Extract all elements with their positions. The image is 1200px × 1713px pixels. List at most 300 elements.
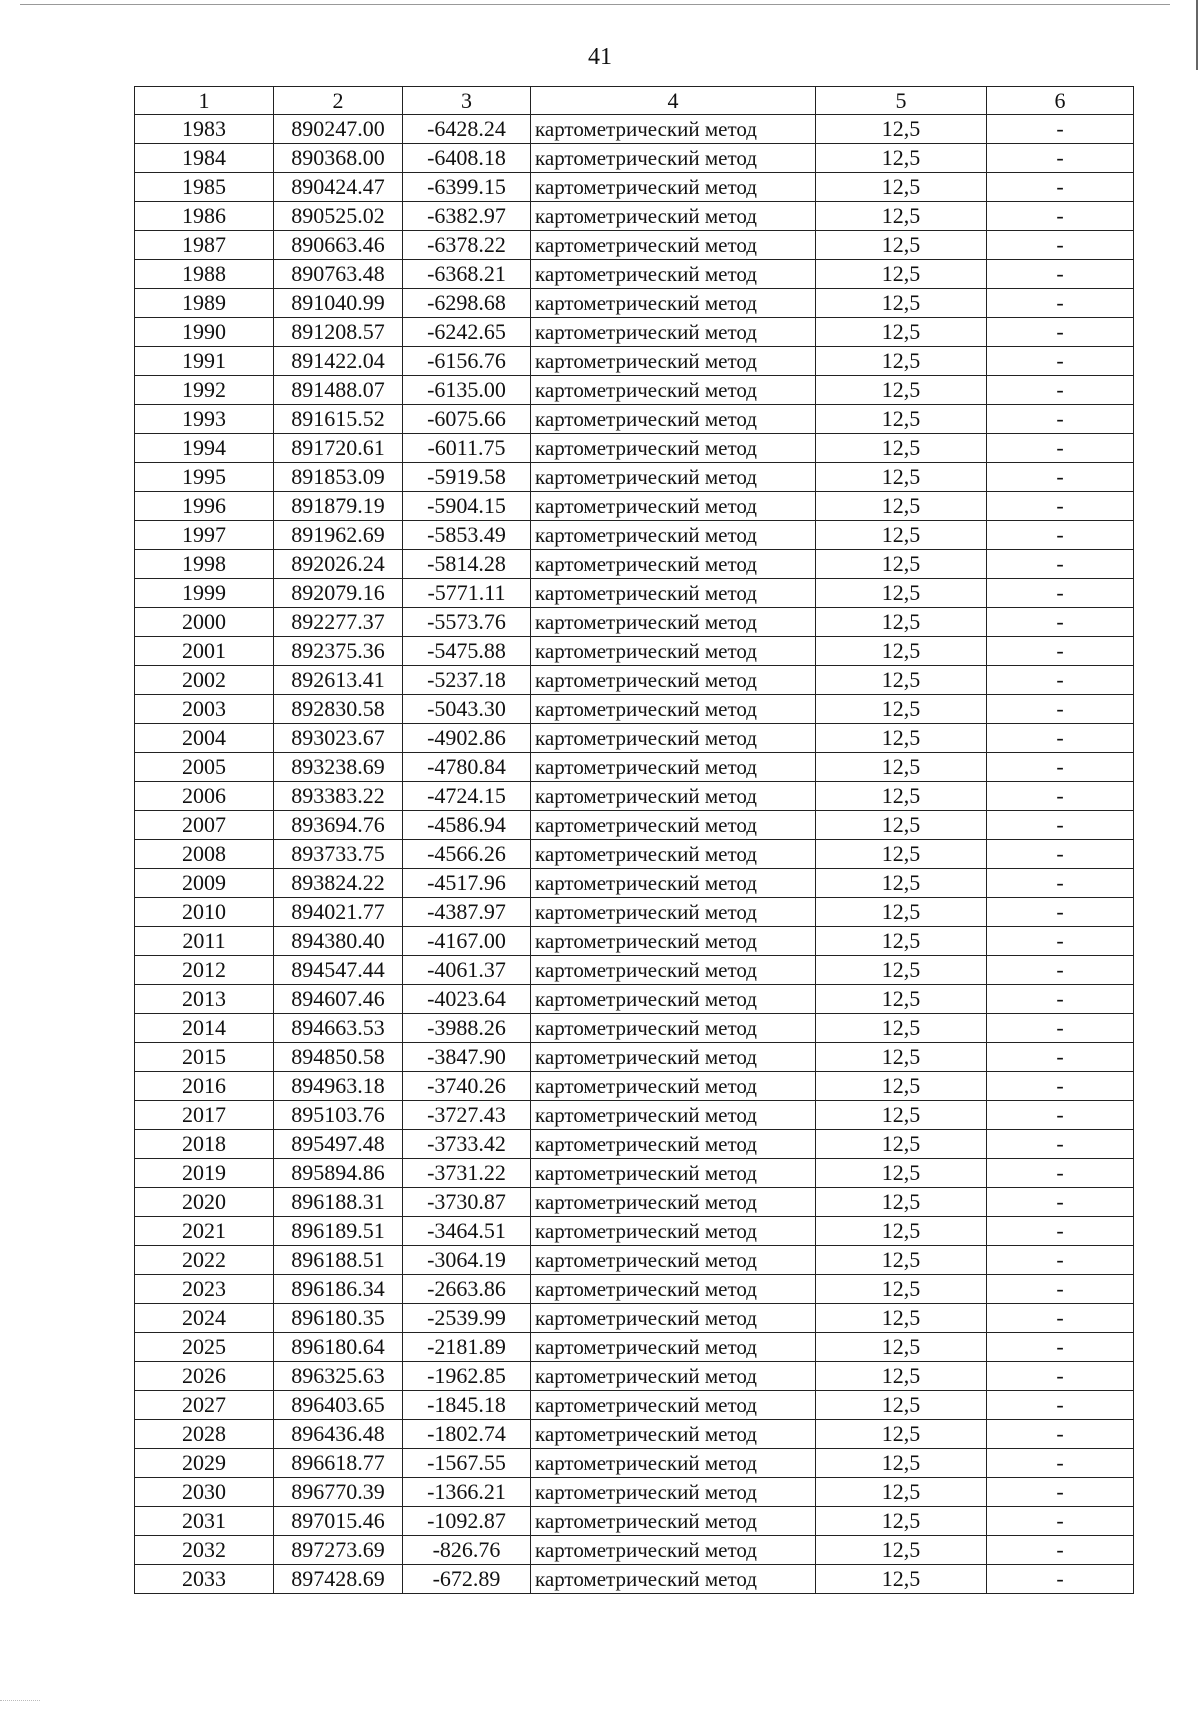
table-row <box>135 1391 1134 1420</box>
table-cell-col-3: -3730.87 <box>403 1188 531 1217</box>
table-cell-col-1: 1997 <box>135 521 274 550</box>
table-cell-col-1: 2022 <box>135 1246 274 1275</box>
table-cell-col-4: картометрический метод <box>531 956 816 985</box>
header-col-3: 3 <box>403 87 531 115</box>
table-cell-col-6: - <box>987 463 1134 492</box>
table-cell-col-4: картометрический метод <box>531 347 816 376</box>
table-cell-col-4: картометрический метод <box>531 1420 816 1449</box>
table-cell-col-2: 896618.77 <box>274 1449 403 1478</box>
table-cell-col-4: картометрический метод <box>531 1362 816 1391</box>
table-cell-col-2: 894547.44 <box>274 956 403 985</box>
table-cell-col-3: -1092.87 <box>403 1507 531 1536</box>
table-row <box>135 376 1134 405</box>
table-cell-col-4: картометрический метод <box>531 318 816 347</box>
table-cell-col-6: - <box>987 144 1134 173</box>
table-cell-col-6: - <box>987 1188 1134 1217</box>
table-row <box>135 985 1134 1014</box>
table-cell-col-5: 12,5 <box>816 231 987 260</box>
table-cell-col-4: картометрический метод <box>531 1275 816 1304</box>
table-cell-col-5: 12,5 <box>816 985 987 1014</box>
table-cell-col-5: 12,5 <box>816 434 987 463</box>
table-cell-col-4: картометрический метод <box>531 1246 816 1275</box>
table-cell-col-3: -4902.86 <box>403 724 531 753</box>
table-cell-col-4: картометрический метод <box>531 1478 816 1507</box>
table-cell-col-2: 896403.65 <box>274 1391 403 1420</box>
table-cell-col-3: -6242.65 <box>403 318 531 347</box>
table-cell-col-3: -4780.84 <box>403 753 531 782</box>
table-cell-col-6: - <box>987 1275 1134 1304</box>
table-row <box>135 260 1134 289</box>
table-cell-col-3: -1567.55 <box>403 1449 531 1478</box>
table-cell-col-4: картометрический метод <box>531 927 816 956</box>
table-cell-col-2: 892277.37 <box>274 608 403 637</box>
table-cell-col-2: 891962.69 <box>274 521 403 550</box>
table-cell-col-3: -3731.22 <box>403 1159 531 1188</box>
table-cell-col-5: 12,5 <box>816 782 987 811</box>
table-cell-col-3: -4724.15 <box>403 782 531 811</box>
table-cell-col-4: картометрический метод <box>531 521 816 550</box>
table-cell-col-5: 12,5 <box>816 463 987 492</box>
table-cell-col-2: 890663.46 <box>274 231 403 260</box>
table-row <box>135 1014 1134 1043</box>
table-row <box>135 927 1134 956</box>
table-cell-col-3: -6011.75 <box>403 434 531 463</box>
table-cell-col-4: картометрический метод <box>531 1304 816 1333</box>
table-cell-col-3: -5573.76 <box>403 608 531 637</box>
table-cell-col-5: 12,5 <box>816 1507 987 1536</box>
table-row <box>135 1333 1134 1362</box>
table-cell-col-2: 893694.76 <box>274 811 403 840</box>
table-cell-col-6: - <box>987 115 1134 144</box>
table-cell-col-1: 2008 <box>135 840 274 869</box>
table-cell-col-3: -4586.94 <box>403 811 531 840</box>
table-cell-col-5: 12,5 <box>816 753 987 782</box>
table-row <box>135 956 1134 985</box>
table-cell-col-3: -5853.49 <box>403 521 531 550</box>
table-cell-col-6: - <box>987 1101 1134 1130</box>
table-cell-col-4: картометрический метод <box>531 724 816 753</box>
table-cell-col-3: -3064.19 <box>403 1246 531 1275</box>
table-cell-col-3: -672.89 <box>403 1565 531 1594</box>
table-row <box>135 1478 1134 1507</box>
table-cell-col-5: 12,5 <box>816 695 987 724</box>
table-cell-col-5: 12,5 <box>816 1275 987 1304</box>
table-cell-col-5: 12,5 <box>816 318 987 347</box>
table-row <box>135 173 1134 202</box>
table-cell-col-6: - <box>987 347 1134 376</box>
table-cell-col-1: 2018 <box>135 1130 274 1159</box>
table-cell-col-1: 2030 <box>135 1478 274 1507</box>
table-cell-col-2: 894380.40 <box>274 927 403 956</box>
table-cell-col-4: картометрический метод <box>531 1188 816 1217</box>
table-cell-col-1: 1988 <box>135 260 274 289</box>
table-cell-col-6: - <box>987 1072 1134 1101</box>
table-cell-col-6: - <box>987 695 1134 724</box>
table-cell-col-2: 894963.18 <box>274 1072 403 1101</box>
table-row <box>135 1420 1134 1449</box>
table-row <box>135 405 1134 434</box>
table-cell-col-2: 891422.04 <box>274 347 403 376</box>
table-row <box>135 695 1134 724</box>
header-col-2: 2 <box>274 87 403 115</box>
table-cell-col-6: - <box>987 521 1134 550</box>
table-cell-col-2: 897273.69 <box>274 1536 403 1565</box>
table-cell-col-6: - <box>987 1217 1134 1246</box>
table-cell-col-4: картометрический метод <box>531 985 816 1014</box>
table-cell-col-6: - <box>987 985 1134 1014</box>
table-cell-col-2: 891488.07 <box>274 376 403 405</box>
table-cell-col-1: 2019 <box>135 1159 274 1188</box>
table-cell-col-2: 896189.51 <box>274 1217 403 1246</box>
table-cell-col-2: 891040.99 <box>274 289 403 318</box>
footer-scan-mark <box>0 1700 40 1701</box>
table-cell-col-2: 897015.46 <box>274 1507 403 1536</box>
table-cell-col-1: 2026 <box>135 1362 274 1391</box>
table-cell-col-4: картометрический метод <box>531 608 816 637</box>
table-row <box>135 1043 1134 1072</box>
table-cell-col-3: -2181.89 <box>403 1333 531 1362</box>
table-cell-col-1: 2005 <box>135 753 274 782</box>
table-cell-col-5: 12,5 <box>816 1565 987 1594</box>
table-cell-col-2: 895497.48 <box>274 1130 403 1159</box>
table-cell-col-1: 1983 <box>135 115 274 144</box>
table-cell-col-1: 2015 <box>135 1043 274 1072</box>
table-row <box>135 1449 1134 1478</box>
table-row <box>135 347 1134 376</box>
table-cell-col-2: 893023.67 <box>274 724 403 753</box>
table-cell-col-6: - <box>987 1507 1134 1536</box>
table-cell-col-1: 1986 <box>135 202 274 231</box>
table-cell-col-4: картометрический метод <box>531 289 816 318</box>
table-cell-col-6: - <box>987 1304 1134 1333</box>
table-cell-col-4: картометрический метод <box>531 492 816 521</box>
table-cell-col-4: картометрический метод <box>531 144 816 173</box>
table-row <box>135 753 1134 782</box>
table-cell-col-5: 12,5 <box>816 405 987 434</box>
table-row <box>135 811 1134 840</box>
table-cell-col-6: - <box>987 1478 1134 1507</box>
table-cell-col-6: - <box>987 173 1134 202</box>
table-header-row <box>135 87 1134 115</box>
table-row <box>135 1101 1134 1130</box>
table-cell-col-2: 894021.77 <box>274 898 403 927</box>
table-cell-col-1: 1993 <box>135 405 274 434</box>
table-cell-col-1: 1990 <box>135 318 274 347</box>
table-cell-col-5: 12,5 <box>816 347 987 376</box>
table-cell-col-6: - <box>987 956 1134 985</box>
table-cell-col-4: картометрический метод <box>531 695 816 724</box>
table-row <box>135 1159 1134 1188</box>
table-cell-col-4: картометрический метод <box>531 260 816 289</box>
table-row <box>135 434 1134 463</box>
table-row <box>135 144 1134 173</box>
table-cell-col-3: -6075.66 <box>403 405 531 434</box>
table-cell-col-1: 2001 <box>135 637 274 666</box>
table-cell-col-4: картометрический метод <box>531 463 816 492</box>
table-cell-col-1: 2016 <box>135 1072 274 1101</box>
table-cell-col-1: 1994 <box>135 434 274 463</box>
table-cell-col-4: картометрический метод <box>531 434 816 463</box>
table-cell-col-4: картометрический метод <box>531 550 816 579</box>
table-cell-col-4: картометрический метод <box>531 1130 816 1159</box>
table-cell-col-2: 891879.19 <box>274 492 403 521</box>
table-cell-col-1: 2000 <box>135 608 274 637</box>
table-cell-col-5: 12,5 <box>816 173 987 202</box>
table-cell-col-6: - <box>987 782 1134 811</box>
table-cell-col-3: -6428.24 <box>403 115 531 144</box>
table-cell-col-6: - <box>987 898 1134 927</box>
table-cell-col-1: 2009 <box>135 869 274 898</box>
header-col-4: 4 <box>531 87 816 115</box>
table-cell-col-6: - <box>987 1420 1134 1449</box>
table-cell-col-6: - <box>987 608 1134 637</box>
table-cell-col-2: 896436.48 <box>274 1420 403 1449</box>
table-row <box>135 898 1134 927</box>
table-row <box>135 318 1134 347</box>
page-number: 41 <box>588 44 612 70</box>
table-cell-col-1: 2025 <box>135 1333 274 1362</box>
table-cell-col-1: 2023 <box>135 1275 274 1304</box>
table-cell-col-2: 893383.22 <box>274 782 403 811</box>
table-cell-col-2: 896180.35 <box>274 1304 403 1333</box>
table-cell-col-6: - <box>987 840 1134 869</box>
table-cell-col-1: 1984 <box>135 144 274 173</box>
table-cell-col-6: - <box>987 1362 1134 1391</box>
table-cell-col-3: -5771.11 <box>403 579 531 608</box>
table-cell-col-4: картометрический метод <box>531 1565 816 1594</box>
table-cell-col-4: картометрический метод <box>531 405 816 434</box>
table-cell-col-1: 2031 <box>135 1507 274 1536</box>
table-row <box>135 1072 1134 1101</box>
table-cell-col-1: 2033 <box>135 1565 274 1594</box>
table-cell-col-2: 893733.75 <box>274 840 403 869</box>
table-cell-col-5: 12,5 <box>816 1217 987 1246</box>
table-cell-col-3: -4387.97 <box>403 898 531 927</box>
table-cell-col-5: 12,5 <box>816 521 987 550</box>
table-cell-col-4: картометрический метод <box>531 782 816 811</box>
table-row <box>135 869 1134 898</box>
table-cell-col-1: 2004 <box>135 724 274 753</box>
table-cell-col-3: -4566.26 <box>403 840 531 869</box>
table-cell-col-3: -4517.96 <box>403 869 531 898</box>
table-cell-col-2: 896188.31 <box>274 1188 403 1217</box>
table-cell-col-1: 1992 <box>135 376 274 405</box>
coordinates-table <box>134 86 1134 1594</box>
table-cell-col-3: -3464.51 <box>403 1217 531 1246</box>
table-cell-col-3: -1845.18 <box>403 1391 531 1420</box>
table-row <box>135 1565 1134 1594</box>
table-body <box>135 115 1134 1594</box>
table-cell-col-4: картометрический метод <box>531 173 816 202</box>
table-cell-col-5: 12,5 <box>816 1478 987 1507</box>
table-cell-col-4: картометрический метод <box>531 840 816 869</box>
table-cell-col-3: -2663.86 <box>403 1275 531 1304</box>
table-cell-col-1: 2024 <box>135 1304 274 1333</box>
table-row <box>135 1536 1134 1565</box>
table-cell-col-2: 892079.16 <box>274 579 403 608</box>
table-cell-col-5: 12,5 <box>816 550 987 579</box>
table-cell-col-3: -6408.18 <box>403 144 531 173</box>
table-row <box>135 637 1134 666</box>
table-cell-col-5: 12,5 <box>816 1014 987 1043</box>
table-row <box>135 289 1134 318</box>
table-cell-col-5: 12,5 <box>816 260 987 289</box>
table-cell-col-2: 890368.00 <box>274 144 403 173</box>
table-cell-col-3: -2539.99 <box>403 1304 531 1333</box>
table-row <box>135 1275 1134 1304</box>
table-cell-col-3: -5475.88 <box>403 637 531 666</box>
table-cell-col-3: -6378.22 <box>403 231 531 260</box>
table-cell-col-3: -5919.58 <box>403 463 531 492</box>
table-cell-col-3: -1802.74 <box>403 1420 531 1449</box>
table-cell-col-6: - <box>987 811 1134 840</box>
table-cell-col-2: 891720.61 <box>274 434 403 463</box>
table-cell-col-6: - <box>987 405 1134 434</box>
table-cell-col-3: -3740.26 <box>403 1072 531 1101</box>
table-cell-col-5: 12,5 <box>816 608 987 637</box>
table-cell-col-2: 890247.00 <box>274 115 403 144</box>
table-cell-col-5: 12,5 <box>816 1391 987 1420</box>
table-cell-col-5: 12,5 <box>816 1188 987 1217</box>
table-cell-col-6: - <box>987 202 1134 231</box>
table-cell-col-6: - <box>987 666 1134 695</box>
table-cell-col-3: -6135.00 <box>403 376 531 405</box>
table-cell-col-3: -4167.00 <box>403 927 531 956</box>
table-cell-col-5: 12,5 <box>816 1159 987 1188</box>
header-col-6: 6 <box>987 87 1134 115</box>
table-cell-col-1: 1998 <box>135 550 274 579</box>
table-cell-col-2: 894607.46 <box>274 985 403 1014</box>
table-cell-col-4: картометрический метод <box>531 898 816 927</box>
table-cell-col-2: 893238.69 <box>274 753 403 782</box>
table-cell-col-5: 12,5 <box>816 927 987 956</box>
table-row <box>135 666 1134 695</box>
table-cell-col-1: 2002 <box>135 666 274 695</box>
table-cell-col-5: 12,5 <box>816 579 987 608</box>
table-cell-col-6: - <box>987 1130 1134 1159</box>
table-cell-col-3: -6156.76 <box>403 347 531 376</box>
table-cell-col-2: 896188.51 <box>274 1246 403 1275</box>
table-cell-col-2: 894663.53 <box>274 1014 403 1043</box>
table-cell-col-5: 12,5 <box>816 115 987 144</box>
table-cell-col-5: 12,5 <box>816 1420 987 1449</box>
table-cell-col-2: 892830.58 <box>274 695 403 724</box>
table-row <box>135 1362 1134 1391</box>
table-cell-col-2: 892375.36 <box>274 637 403 666</box>
table-row <box>135 1217 1134 1246</box>
table-cell-col-1: 1996 <box>135 492 274 521</box>
table-cell-col-6: - <box>987 1333 1134 1362</box>
table-cell-col-6: - <box>987 550 1134 579</box>
table-cell-col-2: 890763.48 <box>274 260 403 289</box>
table-cell-col-3: -6368.21 <box>403 260 531 289</box>
table-cell-col-3: -6298.68 <box>403 289 531 318</box>
table-cell-col-3: -3733.42 <box>403 1130 531 1159</box>
table-cell-col-5: 12,5 <box>816 1362 987 1391</box>
table-cell-col-6: - <box>987 724 1134 753</box>
table-cell-col-1: 1991 <box>135 347 274 376</box>
table-cell-col-5: 12,5 <box>816 1043 987 1072</box>
table-cell-col-6: - <box>987 376 1134 405</box>
table-cell-col-2: 891853.09 <box>274 463 403 492</box>
table-cell-col-2: 891615.52 <box>274 405 403 434</box>
table-cell-col-2: 893824.22 <box>274 869 403 898</box>
table-cell-col-3: -5904.15 <box>403 492 531 521</box>
table-cell-col-3: -5814.28 <box>403 550 531 579</box>
table-cell-col-6: - <box>987 927 1134 956</box>
table-cell-col-5: 12,5 <box>816 1449 987 1478</box>
table-cell-col-6: - <box>987 492 1134 521</box>
table-cell-col-2: 890525.02 <box>274 202 403 231</box>
table-row <box>135 608 1134 637</box>
table-cell-col-4: картометрический метод <box>531 1507 816 1536</box>
table-cell-col-4: картометрический метод <box>531 1536 816 1565</box>
table-cell-col-5: 12,5 <box>816 1072 987 1101</box>
table-cell-col-5: 12,5 <box>816 811 987 840</box>
table-cell-col-3: -6382.97 <box>403 202 531 231</box>
table-cell-col-4: картометрический метод <box>531 1014 816 1043</box>
table-cell-col-1: 1989 <box>135 289 274 318</box>
table-cell-col-1: 2021 <box>135 1217 274 1246</box>
table-cell-col-5: 12,5 <box>816 1101 987 1130</box>
table-cell-col-5: 12,5 <box>816 724 987 753</box>
table-cell-col-6: - <box>987 1159 1134 1188</box>
table-cell-col-1: 2020 <box>135 1188 274 1217</box>
table-cell-col-3: -826.76 <box>403 1536 531 1565</box>
table-cell-col-1: 2029 <box>135 1449 274 1478</box>
table-cell-col-2: 896180.64 <box>274 1333 403 1362</box>
table-cell-col-1: 1999 <box>135 579 274 608</box>
table-cell-col-5: 12,5 <box>816 1130 987 1159</box>
table-cell-col-6: - <box>987 579 1134 608</box>
table-cell-col-2: 895103.76 <box>274 1101 403 1130</box>
table-cell-col-2: 892026.24 <box>274 550 403 579</box>
table-cell-col-5: 12,5 <box>816 1246 987 1275</box>
table-cell-col-4: картометрический метод <box>531 202 816 231</box>
table-cell-col-5: 12,5 <box>816 1333 987 1362</box>
table-cell-col-2: 891208.57 <box>274 318 403 347</box>
table-row <box>135 550 1134 579</box>
table-cell-col-2: 896770.39 <box>274 1478 403 1507</box>
table-cell-col-5: 12,5 <box>816 1304 987 1333</box>
table-cell-col-1: 2012 <box>135 956 274 985</box>
table-cell-col-1: 2032 <box>135 1536 274 1565</box>
table-cell-col-4: картометрический метод <box>531 811 816 840</box>
table-cell-col-3: -4061.37 <box>403 956 531 985</box>
table-cell-col-1: 1995 <box>135 463 274 492</box>
header-col-1: 1 <box>135 87 274 115</box>
table-row <box>135 1507 1134 1536</box>
table-cell-col-5: 12,5 <box>816 869 987 898</box>
header-col-5: 5 <box>816 87 987 115</box>
table-cell-col-5: 12,5 <box>816 637 987 666</box>
table-cell-col-6: - <box>987 753 1134 782</box>
table-cell-col-1: 1985 <box>135 173 274 202</box>
table-cell-col-3: -1366.21 <box>403 1478 531 1507</box>
table-row <box>135 231 1134 260</box>
table-cell-col-4: картометрический метод <box>531 579 816 608</box>
table-cell-col-1: 2006 <box>135 782 274 811</box>
table-cell-col-5: 12,5 <box>816 202 987 231</box>
table-row <box>135 1304 1134 1333</box>
table-row <box>135 1246 1134 1275</box>
table-cell-col-6: - <box>987 231 1134 260</box>
table-cell-col-6: - <box>987 1043 1134 1072</box>
table-cell-col-6: - <box>987 637 1134 666</box>
table-cell-col-2: 896186.34 <box>274 1275 403 1304</box>
top-border-line <box>20 4 1170 5</box>
table-row <box>135 724 1134 753</box>
